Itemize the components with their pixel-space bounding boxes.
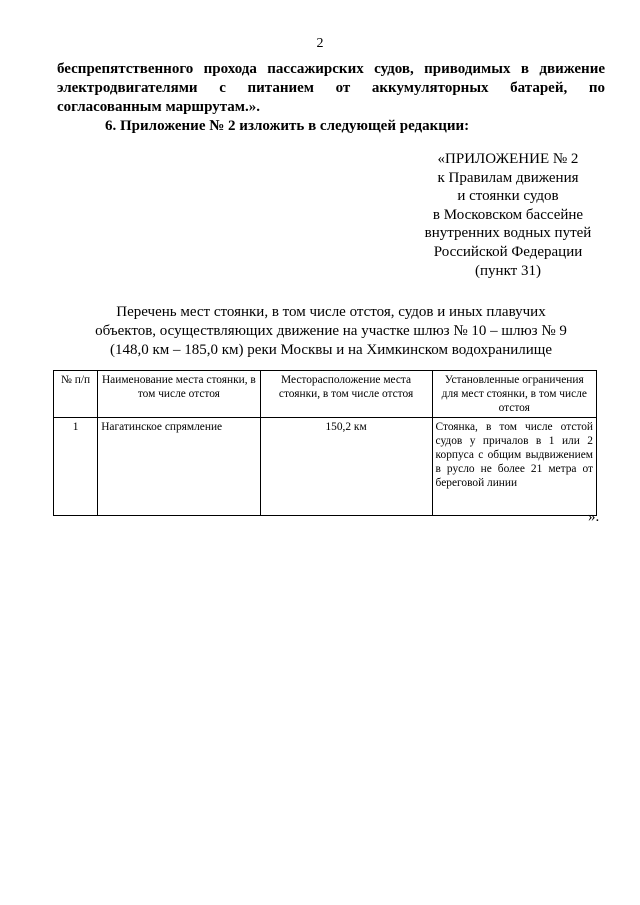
appendix-header-line: (пункт 31) <box>475 262 541 279</box>
appendix-header <box>420 150 596 280</box>
paragraph-continuation: беспрепятственного прохода пассажирских судов, приводимых в движение электродвигателями с питанием от аккумуляторных батарей, по согласованным маршрутам.». <box>57 61 605 115</box>
list-title-line: объектов, осуществляющих движение на участке шлюз № 10 – шлюз № 9 <box>95 323 567 339</box>
cell-name: Нагатинское спрямление <box>98 418 260 516</box>
appendix-header-line: к Правилам движения <box>437 169 579 186</box>
list-title-line: (148,0 км – 185,0 км) реки Москвы и на Химкинском водохранилище <box>109 342 552 358</box>
list-title <box>57 303 605 360</box>
header-name: Наименование места стоянки, в том числе отстоя <box>98 371 260 418</box>
closing-quote: ». <box>588 509 600 525</box>
paragraph-item-6: 6. Приложение № 2 изложить в следующей редакции: <box>105 118 470 134</box>
appendix-header-line: и стоянки судов <box>457 188 559 205</box>
list-title-line: Перечень мест стоянки, в том числе отстоя, судов и иных плавучих <box>116 304 546 320</box>
header-location: Месторасположение места стоянки, в том числе отстоя <box>260 371 432 418</box>
appendix-header-line: внутренних водных путей <box>424 225 592 242</box>
appendix-header-line: Российской Федерации <box>433 243 583 260</box>
header-number: № п/п <box>54 371 98 418</box>
cell-restrictions: Стоянка, в том числе отстой судов у причалов в 1 или 2 корпуса с общим выдвижением в русло не более 21 метра от береговой линии <box>432 418 596 516</box>
header-restrictions: Установленные ограничения для мест стоянки, в том числе отстоя <box>432 371 596 418</box>
appendix-header-line: в Московском бассейне <box>432 206 584 223</box>
appendix-header-line: «ПРИЛОЖЕНИЕ № 2 <box>437 151 579 167</box>
moorings-table <box>53 370 597 516</box>
cell-location: 150,2 км <box>260 418 432 516</box>
cell-number: 1 <box>54 418 98 516</box>
table-row <box>54 418 597 516</box>
table-header-row <box>54 371 597 418</box>
page-number: 2 <box>316 36 324 51</box>
